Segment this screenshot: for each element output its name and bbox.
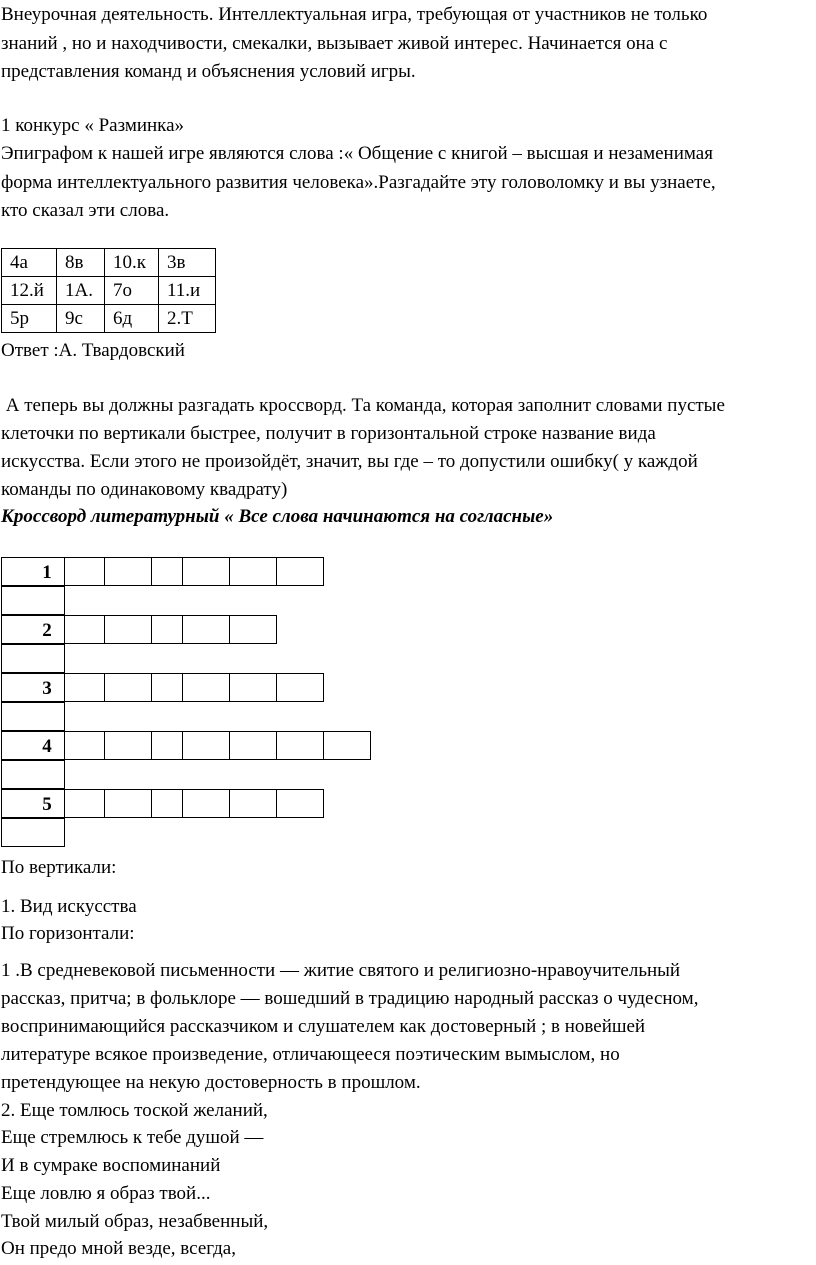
crossword-row bbox=[1, 586, 370, 615]
table-cell: 5р bbox=[2, 305, 57, 333]
poem-line-4: Еще ловлю я образ твой... bbox=[1, 1183, 211, 1204]
crossword-cell bbox=[229, 789, 277, 818]
crossword-grid bbox=[1, 557, 370, 847]
crossword-row bbox=[1, 702, 370, 731]
vertical-heading: По вертикали: bbox=[1, 857, 117, 878]
poem-line-2: Еще стремлюсь к тебе душой — bbox=[1, 1127, 264, 1148]
table-cell: 8в bbox=[57, 249, 105, 277]
crossword-title: Кроссворд литературный « Все слова начинаются на согласные» bbox=[1, 506, 554, 527]
crossword-cell bbox=[64, 557, 105, 586]
crossword-cell bbox=[104, 615, 152, 644]
crossword-cell bbox=[182, 557, 230, 586]
crossword-number-cell: 5 bbox=[1, 789, 65, 818]
table-cell: 2.Т bbox=[159, 305, 216, 333]
horizontal-clue-1-line-2: рассказ, притча; в фольклоре — вошедший в традицию народный рассказ о чудесном, bbox=[1, 988, 699, 1009]
crossword-row bbox=[1, 731, 370, 760]
horizontal-clue-1-line-1: 1 .В средневековой письменности — житие святого и религиозно-нравоучительный bbox=[1, 960, 681, 981]
table-row bbox=[2, 277, 216, 305]
table-cell: 10.к bbox=[105, 249, 159, 277]
horizontal-heading: По горизонтали: bbox=[1, 923, 135, 944]
crossword-cell bbox=[276, 731, 324, 760]
crossword-number-cell: 4 bbox=[1, 731, 65, 760]
crossword-cell bbox=[151, 731, 183, 760]
poem-line-6: Он предо мной везде, всегда, bbox=[1, 1238, 236, 1259]
crossword-row bbox=[1, 789, 370, 818]
crossword-number-cell: 3 bbox=[1, 673, 65, 702]
table-cell: 9с bbox=[57, 305, 105, 333]
intro-line-2: знаний , но и находчивости, смекалки, вызывает живой интерес. Начинается она с bbox=[1, 33, 668, 54]
crossword-row bbox=[1, 557, 370, 586]
crossword-cell bbox=[151, 673, 183, 702]
horizontal-clue-1-line-3: воспринимающийся рассказчиком и слушателем как достоверный ; в новейшей bbox=[1, 1016, 646, 1037]
crossword-cell bbox=[64, 731, 105, 760]
crossword-number-cell: 2 bbox=[1, 615, 65, 644]
crossword-cell bbox=[276, 673, 324, 702]
crossword-cell bbox=[104, 789, 152, 818]
crossword-intro-line-4: команды по одинаковому квадрату) bbox=[1, 479, 288, 500]
crossword-cell bbox=[151, 615, 183, 644]
crossword-row bbox=[1, 673, 370, 702]
crossword-number-cell: 1 bbox=[1, 557, 65, 586]
table-cell: 1А. bbox=[57, 277, 105, 305]
table-cell: 7о bbox=[105, 277, 159, 305]
crossword-cell bbox=[104, 673, 152, 702]
crossword-row bbox=[1, 615, 370, 644]
table-cell: 3в bbox=[159, 249, 216, 277]
crossword-cell bbox=[182, 731, 230, 760]
horizontal-clue-1-line-5: претендующее на некую достоверность в прошлом. bbox=[1, 1072, 421, 1093]
contest-line-3: кто сказал эти слова. bbox=[1, 200, 170, 221]
crossword-cell bbox=[229, 731, 277, 760]
table-row bbox=[2, 305, 216, 333]
contest-title: 1 конкурс « Разминка» bbox=[1, 115, 185, 136]
intro-line-1: Внеурочная деятельность. Интеллектуальная игра, требующая от участников не только bbox=[1, 4, 708, 25]
table-cell: 11.и bbox=[159, 277, 216, 305]
crossword-number-cell bbox=[1, 644, 65, 673]
crossword-cell bbox=[276, 789, 324, 818]
crossword-cell bbox=[151, 557, 183, 586]
crossword-cell bbox=[104, 557, 152, 586]
crossword-intro-line-2: клеточки по вертикали быстрее, получит в горизонтальной строке название вида bbox=[1, 423, 656, 444]
crossword-intro-line-3: искусства. Если этого не произойдёт, значит, вы где – то допустили ошибку( у каждой bbox=[1, 451, 698, 472]
table-cell: 12.й bbox=[2, 277, 57, 305]
crossword-cell bbox=[323, 731, 371, 760]
crossword-cell bbox=[276, 557, 324, 586]
crossword-cell bbox=[182, 615, 230, 644]
crossword-number-cell bbox=[1, 586, 65, 615]
poem-line-1: 2. Еще томлюсь тоской желаний, bbox=[1, 1100, 268, 1121]
table-row bbox=[2, 249, 216, 277]
contest-line-1: Эпиграфом к нашей игре являются слова :« Общение с книгой – высшая и незаменимая bbox=[1, 143, 713, 164]
poem-line-5: Твой милый образ, незабвенный, bbox=[1, 1211, 269, 1232]
horizontal-clue-1-line-4: литературе всякое произведение, отличающееся поэтическим вымыслом, но bbox=[1, 1044, 620, 1065]
crossword-cell bbox=[182, 789, 230, 818]
crossword-cell bbox=[64, 615, 105, 644]
table-cell: 4а bbox=[2, 249, 57, 277]
crossword-row bbox=[1, 760, 370, 789]
crossword-cell bbox=[151, 789, 183, 818]
crossword-cell bbox=[64, 789, 105, 818]
crossword-cell bbox=[229, 557, 277, 586]
crossword-cell bbox=[64, 673, 105, 702]
crossword-row bbox=[1, 818, 370, 847]
vertical-clue-1: 1. Вид искусства bbox=[1, 896, 137, 917]
cipher-table bbox=[1, 248, 216, 333]
crossword-row bbox=[1, 644, 370, 673]
crossword-number-cell bbox=[1, 702, 65, 731]
table-cell: 6д bbox=[105, 305, 159, 333]
poem-line-3: И в сумраке воспоминаний bbox=[1, 1155, 221, 1176]
crossword-cell bbox=[104, 731, 152, 760]
crossword-number-cell bbox=[1, 818, 65, 847]
contest-line-2: форма интеллектуального развития человека».Разгадайте эту головоломку и вы узнаете, bbox=[1, 172, 716, 193]
crossword-intro-line-1: А теперь вы должны разгадать кроссворд. Та команда, которая заполнит словами пустые bbox=[1, 395, 725, 416]
crossword-cell bbox=[229, 673, 277, 702]
crossword-cell bbox=[229, 615, 277, 644]
crossword-cell bbox=[182, 673, 230, 702]
intro-line-3: представления команд и объяснения условий игры. bbox=[1, 61, 416, 82]
answer-line: Ответ :А. Твардовский bbox=[1, 340, 185, 361]
crossword-number-cell bbox=[1, 760, 65, 789]
